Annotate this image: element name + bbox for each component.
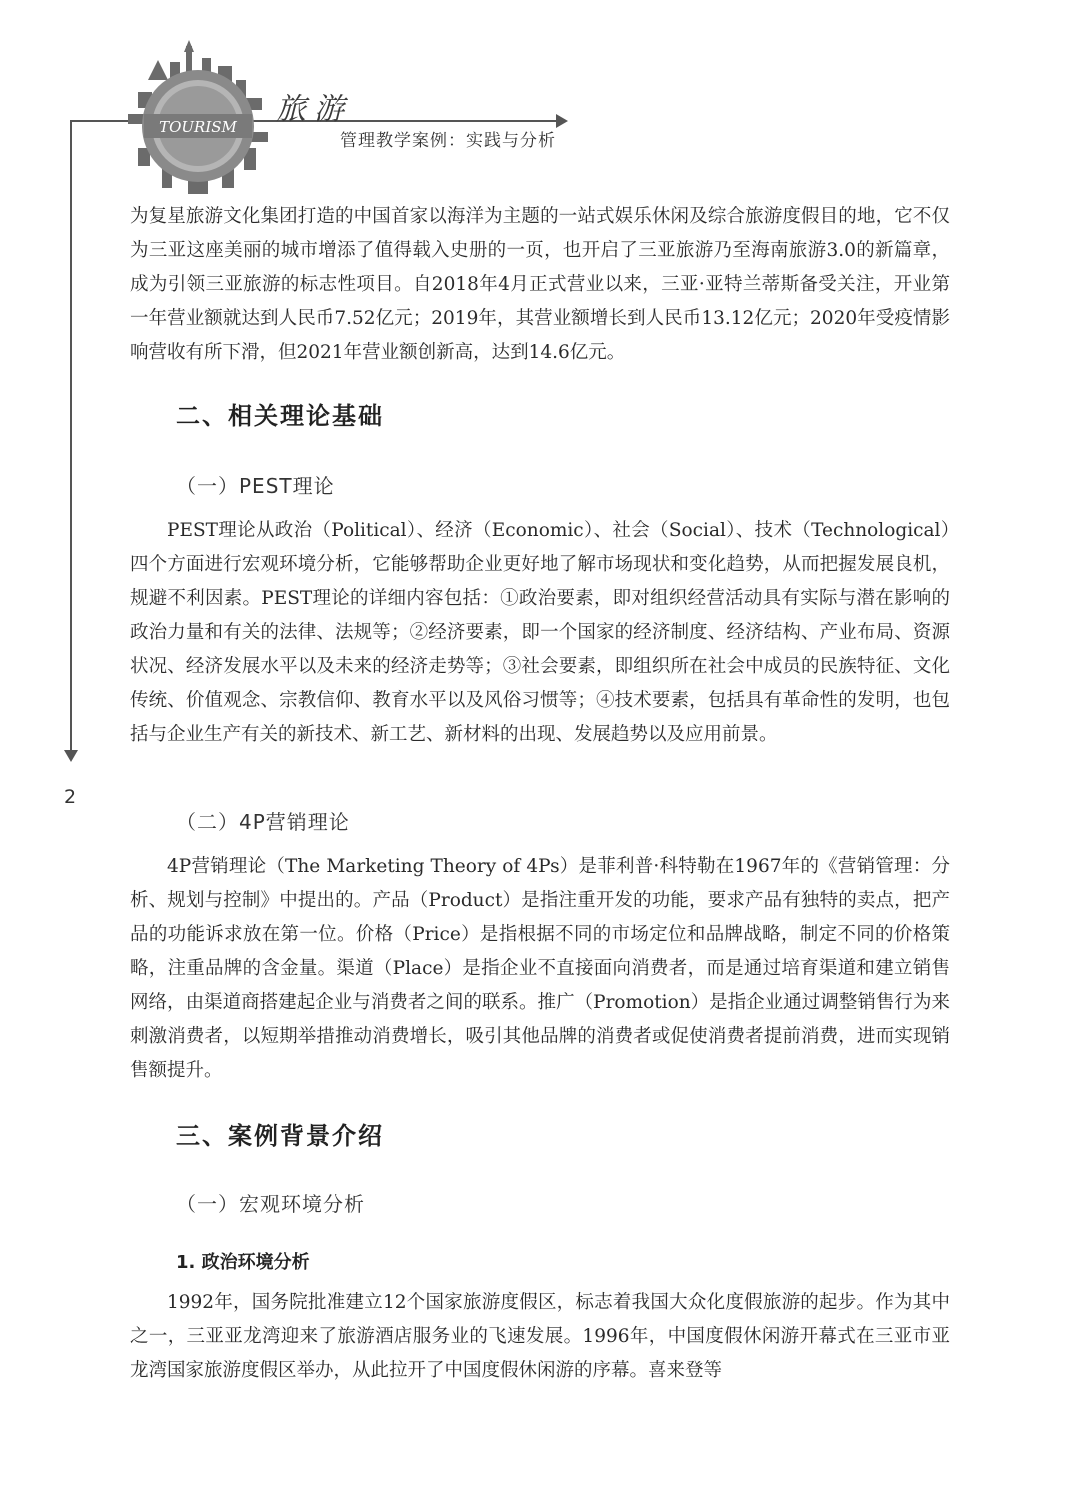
section-heading: 二、相关理论基础 (176, 402, 384, 430)
book-title: 管理教学案例：实践与分析 (340, 131, 556, 151)
margin-rule (70, 120, 72, 752)
section-heading: 三、案例背景介绍 (176, 1122, 384, 1150)
tourism-logo-icon (118, 40, 278, 200)
brand-cn: 旅游 (276, 92, 352, 127)
logo-text: TOURISM (159, 118, 237, 136)
subsection-heading: （一）宏观环境分析 (176, 1192, 365, 1216)
page-number: 2 (64, 786, 77, 808)
subsection-heading: （一）PEST理论 (176, 474, 335, 498)
four-p-paragraph: 4P营销理论（The Marketing Theory of 4Ps）是菲利普·科特勒在1967年的《营销管理：分析、规划与控制》中提出的。产品（Product）是指注重开发的功能，要求产品有独特的卖点，把产品的功能诉求放在第一位。价格（Price）是指根据不同的市场定位和品牌战略，制定不同的价格策略，注重品牌的含金量。渠道（Place）是指企业不直接面向消费者，而是通过培育渠道和建立销售网络，由渠道商搭建起企业与消费者之间的联系。推广（Promotion）是指企业通过调整销售行为来刺激消费者，以短期举措推动消费增长，吸引其他品牌的消费者或促使消费者提前消费，进而实现销售额提升。 (130, 856, 950, 1081)
pest-paragraph: PEST理论从政治（Political）、经济（Economic）、社会（Social）、技术（Technological）四个方面进行宏观环境分析，它能够帮助企业更好地了解市场现状和变化趋势，从而把握发展良机，规避不利因素。PEST理论的详细内容包括：①政治要素，即对组织经营活动具有实际与潜在影响的政治力量和有关的法律、法规等；②经济要素，即一个国家的经济制度、经济结构、产业布局、资源状况、经济发展水平以及未来的经济走势等；③社会要素，即组织所在社会中成员的民族特征、文化传统、价值观念、宗教信仰、教育水平以及风俗习惯等；④技术要素，包括具有革命性的发明，也包括与企业生产有关的新技术、新工艺、新材料的出现、发展趋势以及应用前景。 (130, 520, 950, 745)
subsection-heading: （二）4P营销理论 (176, 810, 350, 834)
intro-paragraph: 为复星旅游文化集团打造的中国首家以海洋为主题的一站式娱乐休闲及综合旅游度假目的地，它不仅为三亚这座美丽的城市增添了值得载入史册的一页，也开启了三亚旅游乃至海南旅游3.0的新篇章，成为引领三亚旅游的标志性项目。自2018年4月正式营业以来，三亚·亚特兰蒂斯备受关注，开业第一年营业额就达到人民币7.52亿元；2019年，其营业额增长到人民币13.12亿元；2020年受疫情影响营收有所下滑，但2021年营业额创新高，达到14.6亿元。 (130, 206, 950, 363)
margin-arrow-down-icon (64, 750, 78, 762)
item-heading: 1. 政治环境分析 (176, 1252, 310, 1273)
header-arrow-right-icon (556, 114, 568, 128)
politics-paragraph: 1992年，国务院批准建立12个国家旅游度假区，标志着我国大众化度假旅游的起步。作为其中之一，三亚亚龙湾迎来了旅游酒店服务业的飞速发展。1996年，中国度假休闲游开幕式在三亚市亚龙湾国家旅游度假区举办，从此拉开了中国度假休闲游的序幕。喜来登等 (130, 1292, 950, 1381)
